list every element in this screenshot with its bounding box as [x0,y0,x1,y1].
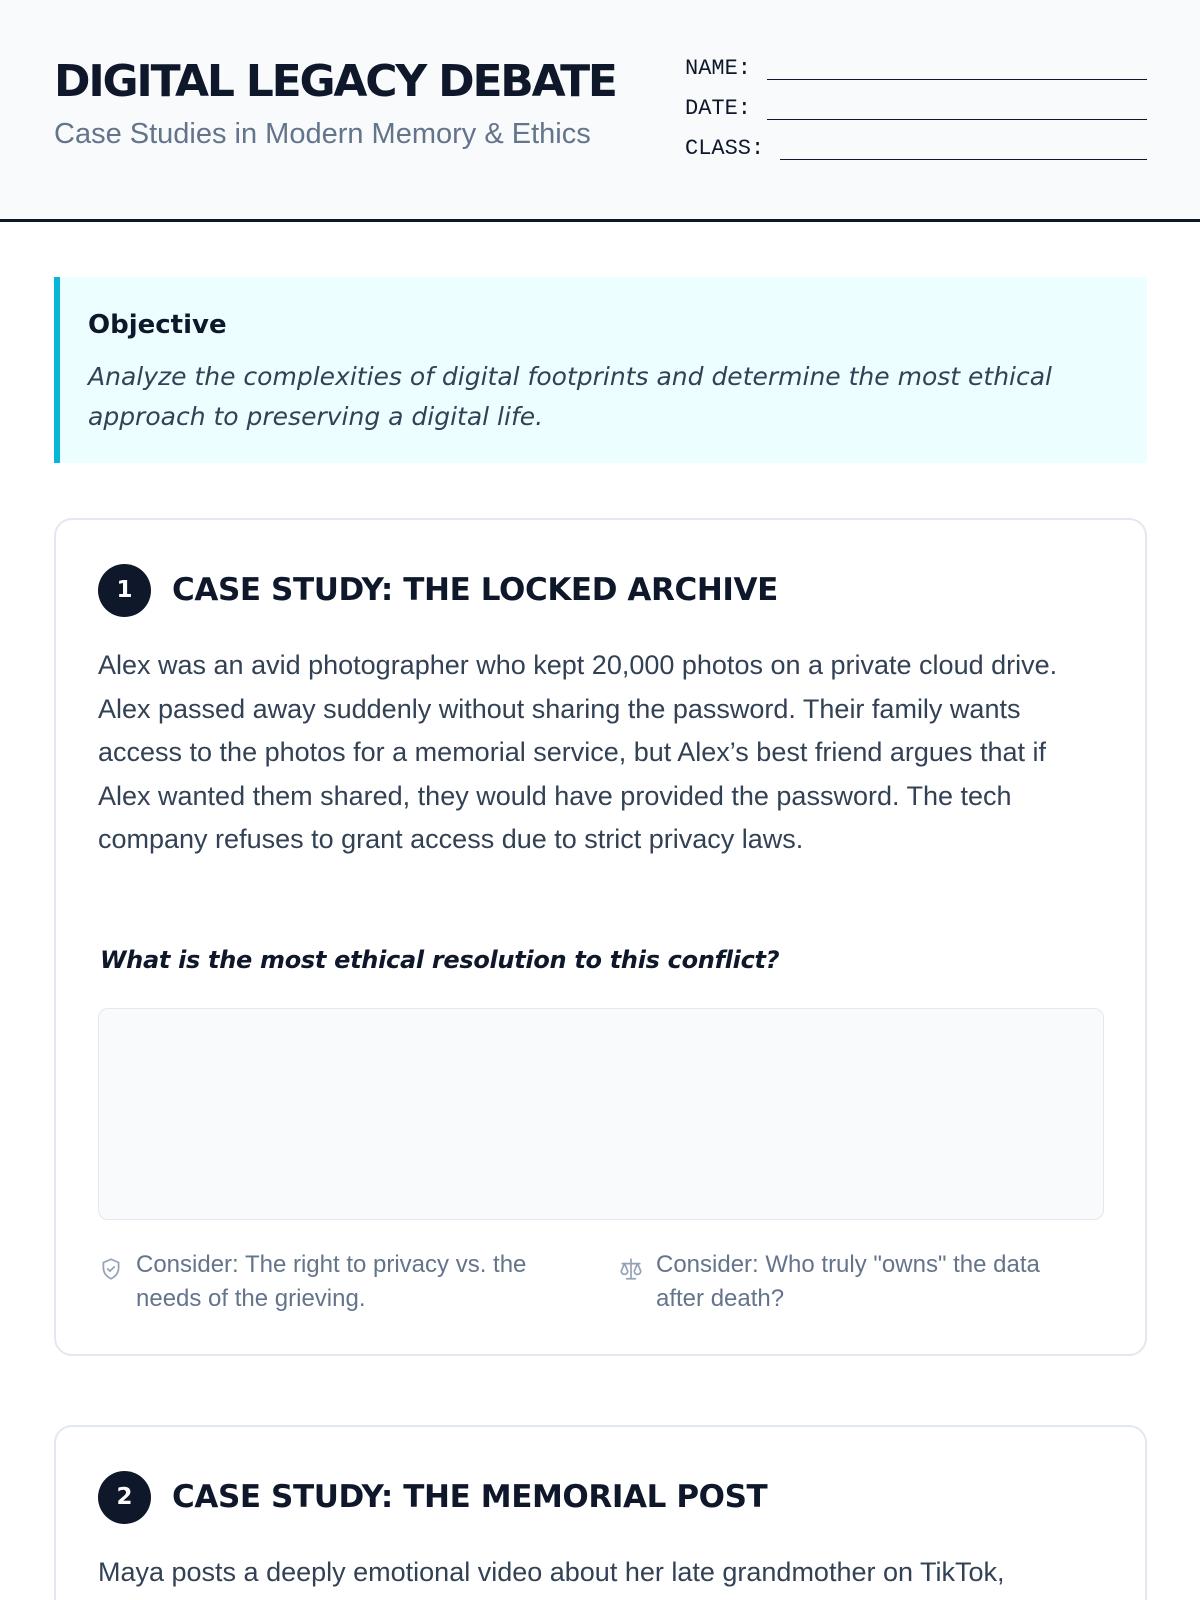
shield-check-icon [98,1256,124,1282]
worksheet-title: DIGITAL LEGACY DEBATE [54,56,616,107]
date-label: DATE: [685,96,752,121]
class-label: CLASS: [685,136,765,161]
case-study-card-1 [54,518,1147,1356]
hint-ownership [618,1248,1088,1316]
name-label: NAME: [685,56,752,81]
scales-icon [618,1256,644,1282]
student-info-fields [685,56,1147,176]
answer-textarea[interactable] [98,1008,1104,1220]
case-number-badge: 2 [98,1471,151,1524]
objective-callout [54,277,1147,463]
date-field[interactable] [685,96,1147,136]
case-study-title: CASE STUDY: THE LOCKED ARCHIVE [172,572,778,608]
hint-privacy [98,1248,568,1316]
name-field[interactable] [685,56,1147,96]
class-line[interactable] [780,138,1147,160]
worksheet-subtitle: Case Studies in Modern Memory & Ethics [54,118,591,150]
class-field[interactable] [685,136,1147,176]
case-study-body: Maya posts a deeply emotional video about her late grandmother on TikTok, [98,1557,1005,1587]
hint-text: Consider: Who truly "owns" the data after death? [656,1251,1040,1312]
case-study-card-2 [54,1425,1147,1600]
worksheet-header [0,0,1200,222]
case-study-body: Alex was an avid photographer who kept 20,000 photos on a private cloud drive. Alex passed away suddenly without sharing the password. Their family wants access to the photos for a memorial service, but Alex’s best friend argues that if Alex wanted them shared, they would have provided the password. The tech company refuses to grant access due to strict privacy laws. [98,650,1058,854]
date-line[interactable] [767,98,1147,120]
case-number-badge: 1 [98,564,151,617]
name-line[interactable] [767,58,1147,80]
case-question: What is the most ethical resolution to this conflict? [100,946,780,974]
hint-text: Consider: The right to privacy vs. the needs of the grieving. [136,1251,527,1312]
objective-text: Analyze the complexities of digital footprints and determine the most ethical approach to preserving a digital life. [88,362,1053,431]
objective-title: Objective [88,310,227,340]
case-study-title: CASE STUDY: THE MEMORIAL POST [172,1479,768,1515]
